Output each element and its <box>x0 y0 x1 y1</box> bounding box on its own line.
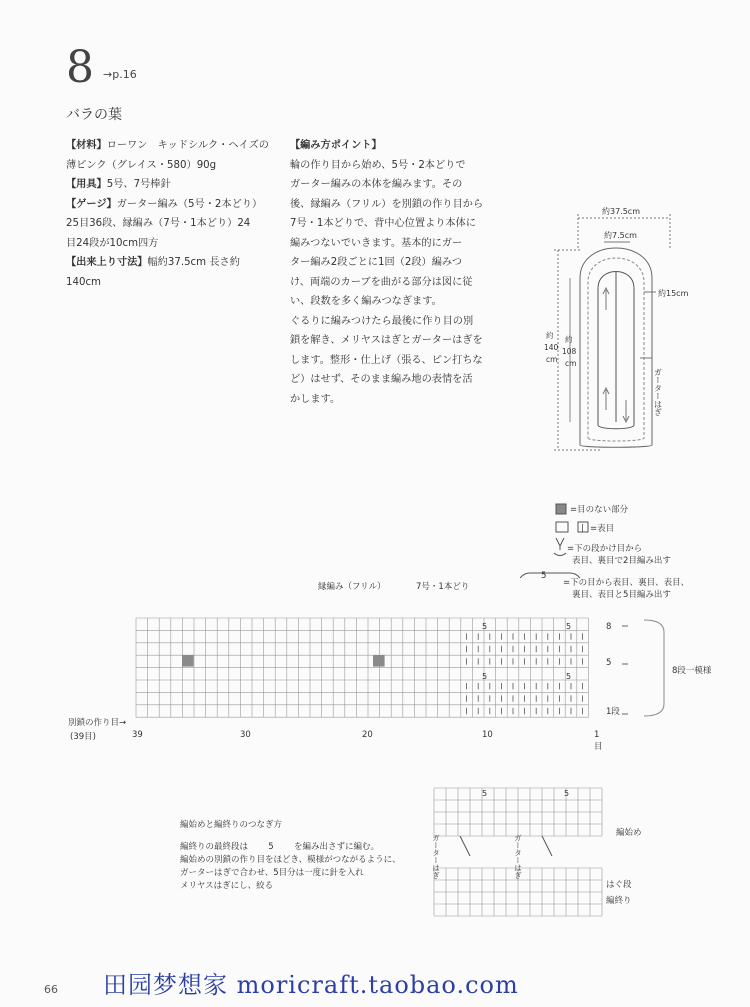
pattern-number: 8 <box>66 42 94 93</box>
five-mark: 5 <box>566 672 572 681</box>
join-garter-label: ガーターはぎ <box>431 834 441 879</box>
points-line: 鎖を解き、メリヤスはぎとガーターはぎを <box>290 335 483 346</box>
gauge-line: 25目36段、縁編み（7号・1本どり）24 <box>66 218 251 229</box>
size-line: 【出来上り寸法】幅約37.5cm 長さ約 <box>66 257 240 268</box>
page-number: 66 <box>44 983 58 996</box>
join-end-label-1: はぐ段 <box>606 880 632 890</box>
gauge-line: 目24段が10cm四方 <box>66 237 159 249</box>
length-value: 140 <box>544 343 559 352</box>
points-line: 輪の作り目から始め、5号・2本どりで <box>290 159 466 171</box>
tools-line: 【用具】5号、7号棒針 <box>66 179 171 190</box>
joining-line4: メリヤスはぎにし、絞る <box>180 881 274 891</box>
curve-label: 約15cm <box>658 289 689 298</box>
shop-watermark: 田园梦想家 moricraft.taobao.com <box>103 971 519 999</box>
length-label: 約 <box>546 331 554 340</box>
chart-needle: 7号・1本どり <box>416 582 470 592</box>
points-line: け、両端のカーブを曲がる部分は図に従 <box>290 276 473 288</box>
joining-line2: 編始めの別鎖の作り目をほどき、模様がつながるように、 <box>180 855 401 865</box>
size-line: 140cm <box>66 276 101 288</box>
repeat-label: 8段一模様 <box>672 666 712 676</box>
missing-stitch-symbol <box>556 504 566 514</box>
width-label: 約37.5cm <box>602 207 641 216</box>
missing-stitch-cell <box>373 655 385 667</box>
chart-title: 縁編み（フリル） <box>318 582 386 592</box>
joining-line1: 編終りの最終段は 5 を編み出さずに編む。 <box>180 842 380 852</box>
inner-length-unit: cm <box>565 359 577 368</box>
materials-line: 薄ピンク（グレイス・580）90g <box>66 159 217 171</box>
legend-five-2: 裏目、表目と5目編み出す <box>572 590 671 600</box>
joining-title: 編始めと編終りのつなぎ方 <box>180 820 283 830</box>
col-39: 39 <box>132 730 143 740</box>
col-30: 30 <box>240 730 251 740</box>
col-10: 10 <box>482 730 493 740</box>
points-line: ター編み2段ごとに1回（2段）編みつ <box>290 257 463 268</box>
five-mark: 5 <box>482 672 488 681</box>
points-line: します。整形・仕上げ（張る、ピン打ちな <box>290 354 483 366</box>
page-reference: →p.16 <box>103 68 137 81</box>
knitting-points <box>290 136 492 409</box>
start-label: 別鎖の作り目→ <box>68 718 127 728</box>
row-8-label: 8 <box>606 622 612 632</box>
points-heading: 【編み方ポイント】 <box>290 140 382 151</box>
points-line: 編みつないでいきます。基本的にガー <box>290 237 463 249</box>
knitting-chart <box>126 612 606 722</box>
col-20: 20 <box>362 730 373 740</box>
legend-five-1: =下の目から表目、裏目、表目、 <box>563 578 690 588</box>
repeat-bracket <box>614 618 674 722</box>
schematic-diagram <box>540 200 700 460</box>
missing-stitch-cell <box>182 655 194 667</box>
garter-join-label: ガーターはぎ <box>653 368 663 416</box>
materials-line: 【材料】ローワン キッドシルク・ヘイズの <box>66 140 269 151</box>
points-line: 7号・1本どりで、背中心位置より本体に <box>290 218 476 229</box>
join-end-label-2: 編終り <box>606 896 632 906</box>
legend-knit: =表目 <box>590 524 615 534</box>
join-start-label: 編始め <box>616 828 642 838</box>
legend-missing: =目のない部分 <box>570 505 629 515</box>
points-line: い、段数を多く編みつなぎます。 <box>290 296 442 307</box>
five-mark: 5 <box>566 622 572 631</box>
points-line: 後、縁編み（フリル）を別鎖の作り目から <box>290 198 484 210</box>
col-1: 1 <box>594 730 600 740</box>
join-five: 5 <box>564 789 570 798</box>
inner-length-value: 108 <box>562 347 577 356</box>
materials-block <box>66 136 272 292</box>
inner-length-label: 約 <box>565 335 573 344</box>
joining-line3: ガーターはぎで合わせ、5目分は一度に針を入れ <box>180 868 364 878</box>
points-line: ど）はせず、そのまま編み地の表情を活 <box>290 374 473 385</box>
legend-drop-1: =下の段かけ目から <box>567 544 643 554</box>
knit-symbol-box: | <box>581 523 584 532</box>
col-1-unit: 目 <box>594 742 603 752</box>
gauge-line: 【ゲージ】ガーター編み（5号・2本どり） <box>66 198 263 210</box>
points-line: ぐるりに編みつけたら最後に作り目の別 <box>290 315 474 327</box>
row-5-label: 5 <box>606 658 612 668</box>
join-garter-label: ガーターはぎ <box>513 834 523 879</box>
five-mark: 5 <box>482 622 488 631</box>
inner-width-label: 約7.5cm <box>604 231 637 240</box>
start-count: (39目) <box>70 732 96 742</box>
legend-five-num: 5 <box>541 571 547 581</box>
legend-drop-2: 表目、裏目で2目編み出す <box>572 556 671 566</box>
length-unit: cm <box>546 355 558 364</box>
pattern-title: バラの葉 <box>66 107 122 123</box>
joining-chart <box>430 786 606 922</box>
join-five: 5 <box>482 789 488 798</box>
row-1-label: 1段 <box>606 707 620 717</box>
points-line: ガーター編みの本体を編みます。その <box>290 179 463 190</box>
points-line: かします。 <box>290 393 341 405</box>
